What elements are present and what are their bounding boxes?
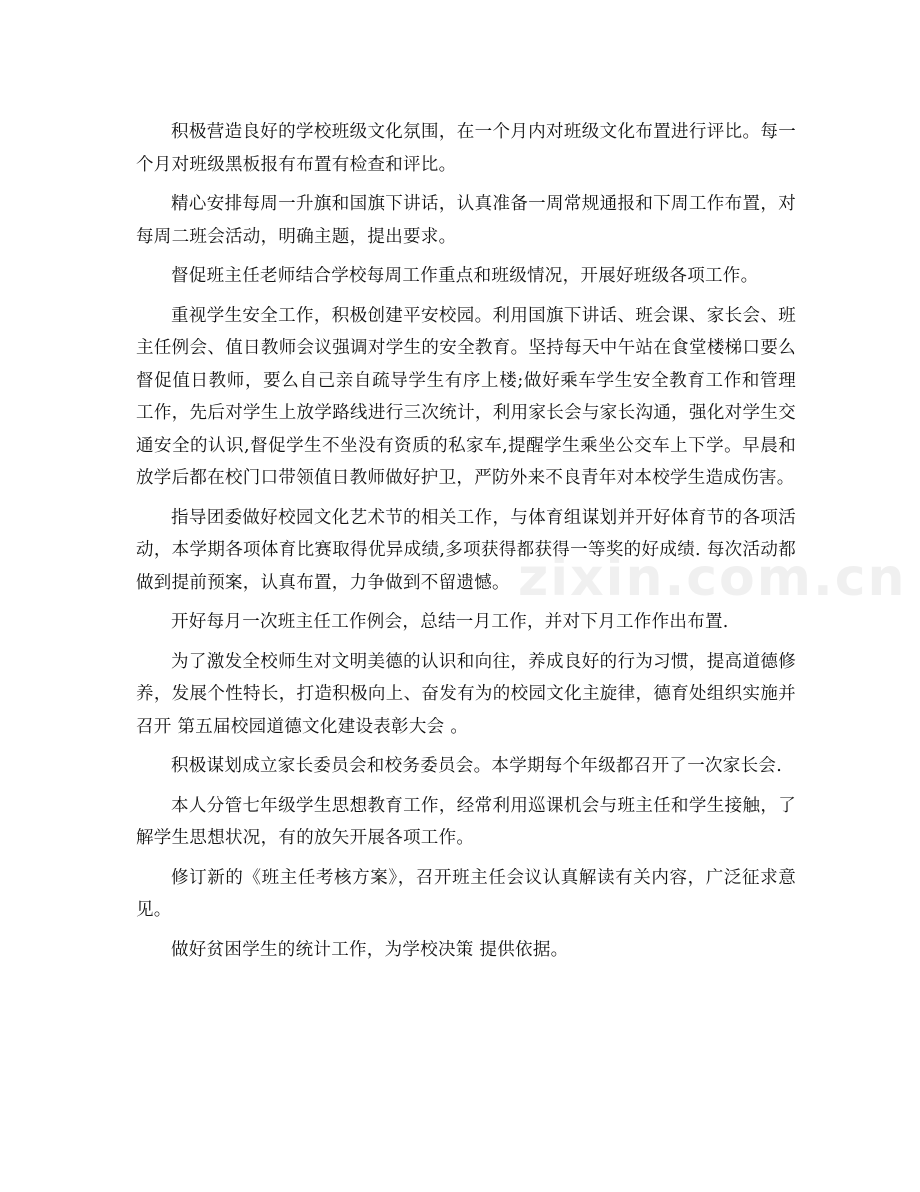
paragraph-assessment-plan: 修订新的《班主任考核方案》，召开班主任会议认真解读有关内容，广泛征求意见。 bbox=[136, 867, 796, 920]
paragraph-poor-students: 做好贫困学生的统计工作，为学校决策 提供依据。 bbox=[171, 939, 569, 960]
paragraph-grade-seven: 本人分管七年级学生思想教育工作，经常利用巡课机会与班主任和学生接触，了解学生思想状况，有的放矢开展各项工作。 bbox=[136, 795, 796, 848]
watermark: zixin.com.cn bbox=[518, 548, 907, 608]
paragraph-monthly-meeting: 开好每月一次班主任工作例会，总结一月工作，并对下月工作作出布置. bbox=[171, 612, 729, 632]
paragraph-moral-culture: 为了激发全校师生对文明美德的认识和向往，养成良好的行为习惯，提高道德修养，发展个性特长，打造积极向上、奋发有为的校园文化主旋律，德育处组织实施并召开 第五届校园道德文化建设表彰大会 。 bbox=[136, 651, 796, 737]
paragraph-class-culture: 积极营造良好的学校班级文化氛围，在一个月内对班级文化布置进行评比。每一个月对班级黑板报有布置有检查和评比。 bbox=[136, 122, 796, 175]
paragraph-arts-festival: 指导团委做好校园文化艺术节的相关工作，与体育组谋划并开好体育节的各项活动，本学期各项体育比赛取得优异成绩,多项获得都获得一等奖的好成绩. 每次活动都做到提前预案，认真布置，力争做到不留遗憾。 bbox=[136, 507, 796, 593]
paragraph-safety-work: 重视学生安全工作，积极创建平安校园。利用国旗下讲话、班会课、家长会、班主任例会、值日教师会议强调对学生的安全教育。坚持每天中午站在食堂楼梯口要么督促值日教师，要么自己亲自疏导学生有序上楼;做好乘车学生安全教育工作和管理工作，先后对学生上放学路线进行三次统计，利用家长会与家长沟通，强化对学生交通安全的认识,督促学生不坐没有资质的私家车,提醒学生乘坐公交车上下学。早晨和放学后都在校门口带领值日教师做好护卫，严防外来不良青年对本校学生造成伤害。 bbox=[136, 305, 796, 488]
paragraph-class-teacher-work: 督促班主任老师结合学校每周工作重点和班级情况，开展好班级各项工作。 bbox=[171, 266, 759, 286]
paragraph-flag-ceremony: 精心安排每周一升旗和国旗下讲话，认真准备一周常规通报和下周工作布置，对每周二班会活动，明确主题，提出要求。 bbox=[136, 194, 796, 247]
paragraph-parent-committee: 积极谋划成立家长委员会和校务委员会。本学期每个年级都召开了一次家长会. bbox=[171, 756, 783, 776]
document-body bbox=[136, 116, 796, 973]
